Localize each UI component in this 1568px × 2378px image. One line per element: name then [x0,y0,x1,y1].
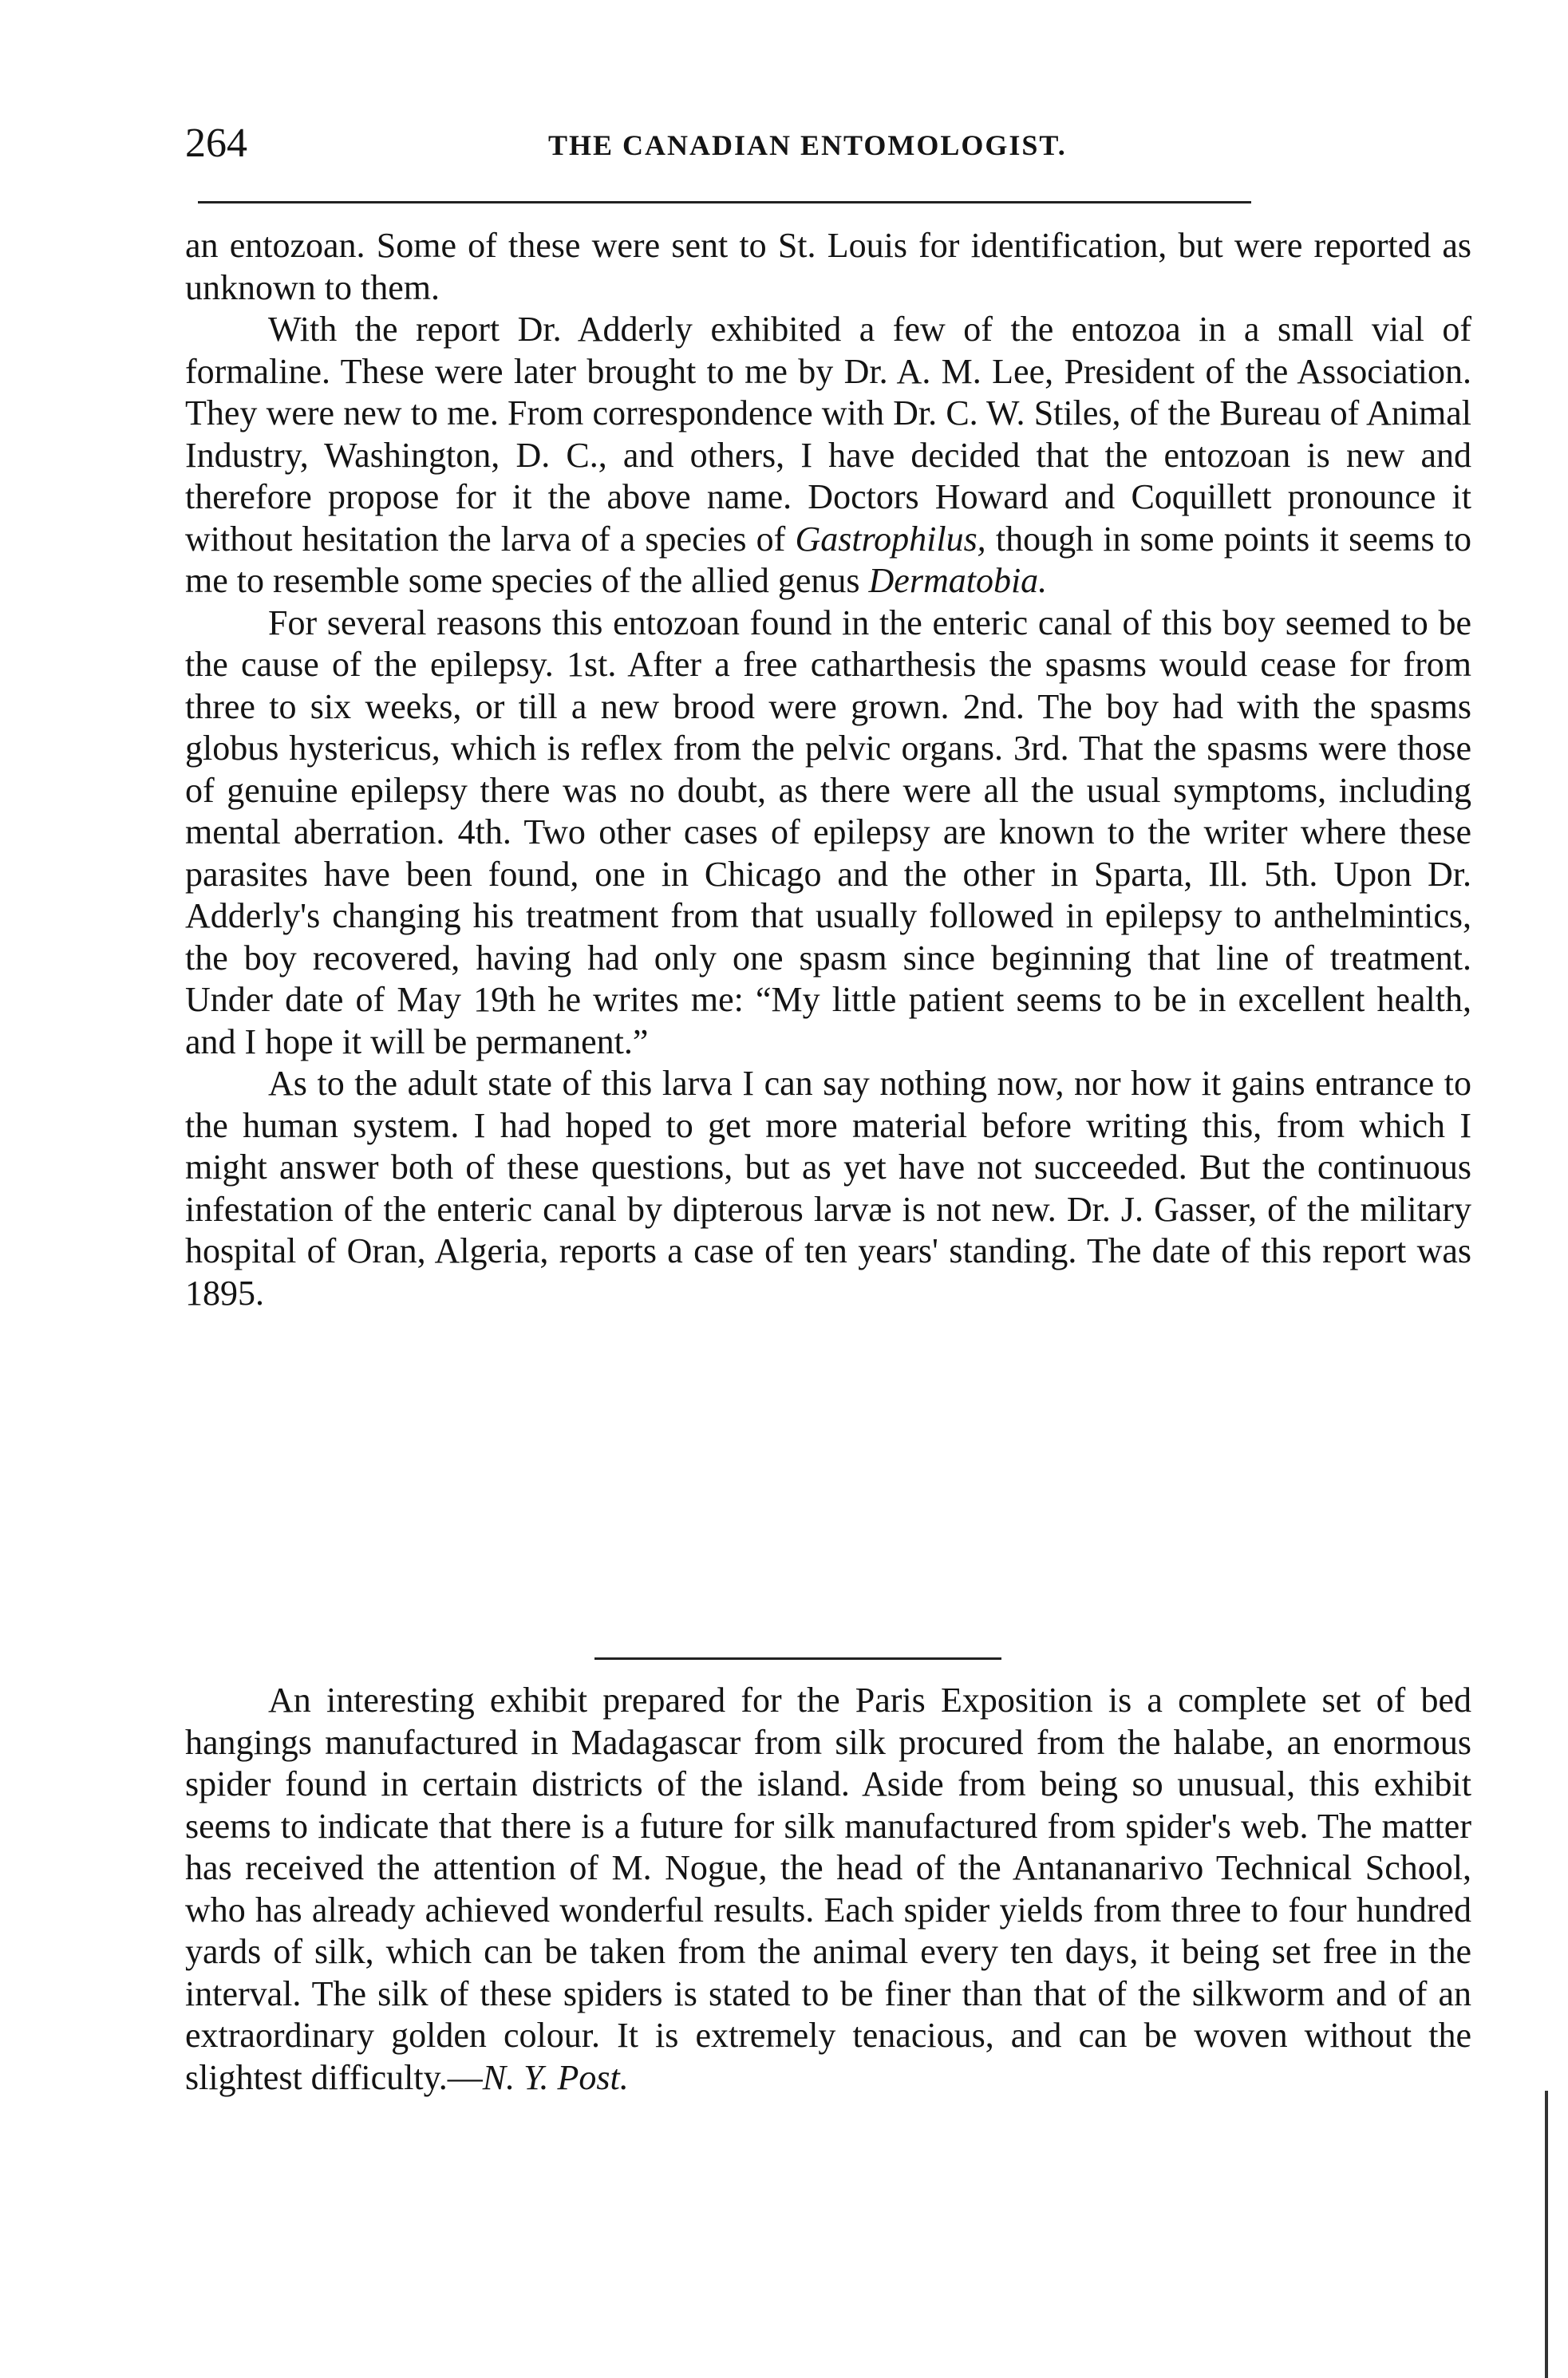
section-divider [594,1657,1001,1660]
genus-name: Gastrophilus, [795,519,986,559]
article-spider-silk [185,1680,1471,2099]
source-citation: N. Y. Post. [482,2057,629,2097]
running-head: THE CANADIAN ENTOMOLOGIST. [548,129,1067,161]
text-run: though in some points it seems to me to resemble some species of the allied genus [185,519,1471,600]
paragraph [185,309,1471,602]
genus-name: Dermatobia. [868,561,1048,600]
article-entozoan [185,225,1471,1314]
scan-edge-line [1545,2091,1548,2378]
header-rule [198,201,1251,203]
page-header [185,120,1470,184]
text-run: With the report Dr. Adderly exhibited a few of the entozoa in a small vial of formaline. These were later brought to me by Dr. A. M. Lee, President of the Association. They were new to me. From correspondence with Dr. C. W. Stiles, of the Bureau of Animal Industry, Washington, D. C., and others, I have decided that the entozoan is new and therefore propose for it the above name. Doctors Howard and Coquillett pronounce it without hesitation the larva of a species of [185,310,1471,559]
paragraph [185,1680,1471,2099]
paragraph: For several reasons this entozoan found in the enteric canal of this boy seemed to be the cause of the epilepsy. 1st. After a free catharthesis the spasms would cease for from three to six weeks, or till a new brood were grown. 2nd. The boy had with the spasms globus hystericus, which is reflex from the pelvic organs. 3rd. That the spasms were those of genuine epilepsy there was no doubt, as there were all the usual symptoms, including mental aberration. 4th. Two other cases of epilepsy are known to the writer where these parasites have been found, one in Chicago and the other in Sparta, Ill. 5th. Upon Dr. Adderly's changing his treatment from that usually followed in epilepsy to anthelmintics, the boy recovered, having had only one spasm since beginning that line of treatment. Under date of May 19th he writes me: “My little patient seems to be in excellent health, and I hope it will be permanent.” [185,602,1471,1061]
paragraph: As to the adult state of this larva I can say nothing now, nor how it gains entrance to the human system. I had hoped to get more material before writing this, from which I might answer both of these questions, but as yet have not succeeded. But the continuous infestation of the enteric canal by dipterous larvæ is not new. Dr. J. Gasser, of the military hospital of Oran, Algeria, reports a case of ten years' standing. The date of this report was 1895. [185,1064,1471,1313]
page-number: 264 [185,120,247,166]
paragraph: an entozoan. Some of these were sent to St. Louis for identification, but were reported as unknown to them. [185,226,1471,307]
text-run: An interesting exhibit prepared for the Paris Exposition is a complete set of bed hangings manufactured in Madagascar from silk procured from the halabe, an enormous spider found in certain districts of the island. Aside from being so unusual, this exhibit seems to indicate that there is a future for silk manufactured from spider's web. The matter has received the attention of M. Nogue, the head of the Antananarivo Technical School, who has already achieved wonderful results. Each spider yields from three to four hundred yards of silk, which can be taken from the animal every ten days, it being set free in the interval. The silk of these spiders is stated to be finer than that of the silkworm and of an extraordinary golden colour. It is extremely tenacious, and can be woven without the slightest difficulty.— [185,1681,1471,2097]
